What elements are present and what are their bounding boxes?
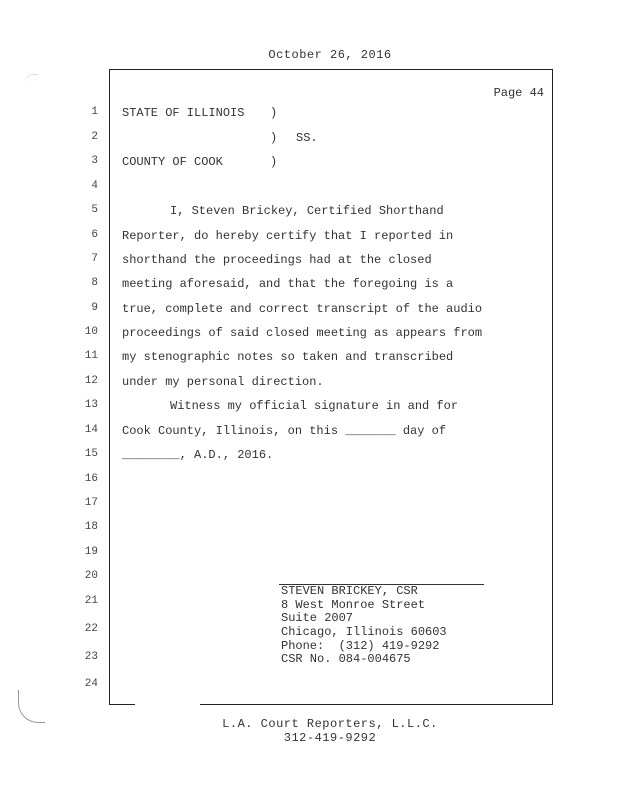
transcript-line: meeting aforesaid, and that the foregoing is a <box>122 277 454 291</box>
page-number: Page 44 <box>493 86 544 100</box>
line-number: 16 <box>84 473 98 485</box>
transcript-line: shorthand the proceedings had at the closed <box>122 253 432 267</box>
caption-paren: ) <box>270 155 278 169</box>
transcript-line: Reporter, do hereby certify that I reported in <box>122 229 454 243</box>
reporter-address: 8 West Monroe Street <box>281 598 426 612</box>
reporter-csr-number: CSR No. 084-004675 <box>281 652 411 666</box>
caption-paren: ) <box>270 131 278 145</box>
transcript-line: my stenographic notes so taken and transcribed <box>122 350 454 364</box>
reporter-suite: Suite 2007 <box>281 611 354 625</box>
transcript-line: true, complete and correct transcript of the audio <box>122 302 483 316</box>
header-date: October 26, 2016 <box>268 48 392 62</box>
line-number: 24 <box>84 678 98 690</box>
bottom-rule-right <box>200 704 553 705</box>
line-number: 9 <box>91 302 98 314</box>
footer-company: L.A. Court Reporters, L.L.C. <box>222 717 438 731</box>
line-number: 10 <box>84 326 98 338</box>
footer-phone: 312-419-9292 <box>283 731 377 745</box>
line-number: 4 <box>91 180 98 192</box>
line-number: 5 <box>91 204 98 216</box>
transcript-line: proceedings of said closed meeting as appears from <box>122 326 483 340</box>
line-number: 22 <box>84 623 98 635</box>
line-number: 15 <box>84 448 98 460</box>
reporter-city: Chicago, Illinois 60603 <box>281 625 447 639</box>
line-number: 6 <box>91 229 98 241</box>
transcript-line: Cook County, Illinois, on this _______ day of <box>122 424 447 438</box>
line-number: 2 <box>91 131 98 143</box>
line-number: 19 <box>84 546 98 558</box>
reporter-name: STEVEN BRICKEY, CSR <box>281 584 418 598</box>
state-caption: STATE OF ILLINOIS <box>122 106 245 120</box>
line-number: 1 <box>91 106 98 118</box>
scan-artifact-top <box>24 74 38 87</box>
transcript-line: under my personal direction. <box>122 375 324 389</box>
county-caption: COUNTY OF COOK <box>122 155 223 169</box>
line-number: 7 <box>91 253 98 265</box>
line-number: 20 <box>84 570 98 582</box>
line-number: 8 <box>91 277 98 289</box>
transcript-line: I, Steven Brickey, Certified Shorthand <box>170 204 444 218</box>
transcript-line: ________, A.D., 2016. <box>122 448 274 462</box>
line-number: 17 <box>84 497 98 509</box>
line-number: 21 <box>84 595 98 607</box>
line-number: 3 <box>91 155 98 167</box>
caption-paren: ) <box>270 106 278 120</box>
line-number: 18 <box>84 521 98 533</box>
line-number: 11 <box>84 350 98 362</box>
line-number: 14 <box>84 424 98 436</box>
transcript-line: Witness my official signature in and for <box>170 399 459 413</box>
reporter-phone: Phone: (312) 419-9292 <box>281 639 440 653</box>
line-number: 23 <box>84 651 98 663</box>
bottom-rule-left <box>109 704 135 705</box>
line-number: 12 <box>84 375 98 387</box>
line-number: 13 <box>84 399 98 411</box>
ss-caption: SS. <box>296 131 318 145</box>
